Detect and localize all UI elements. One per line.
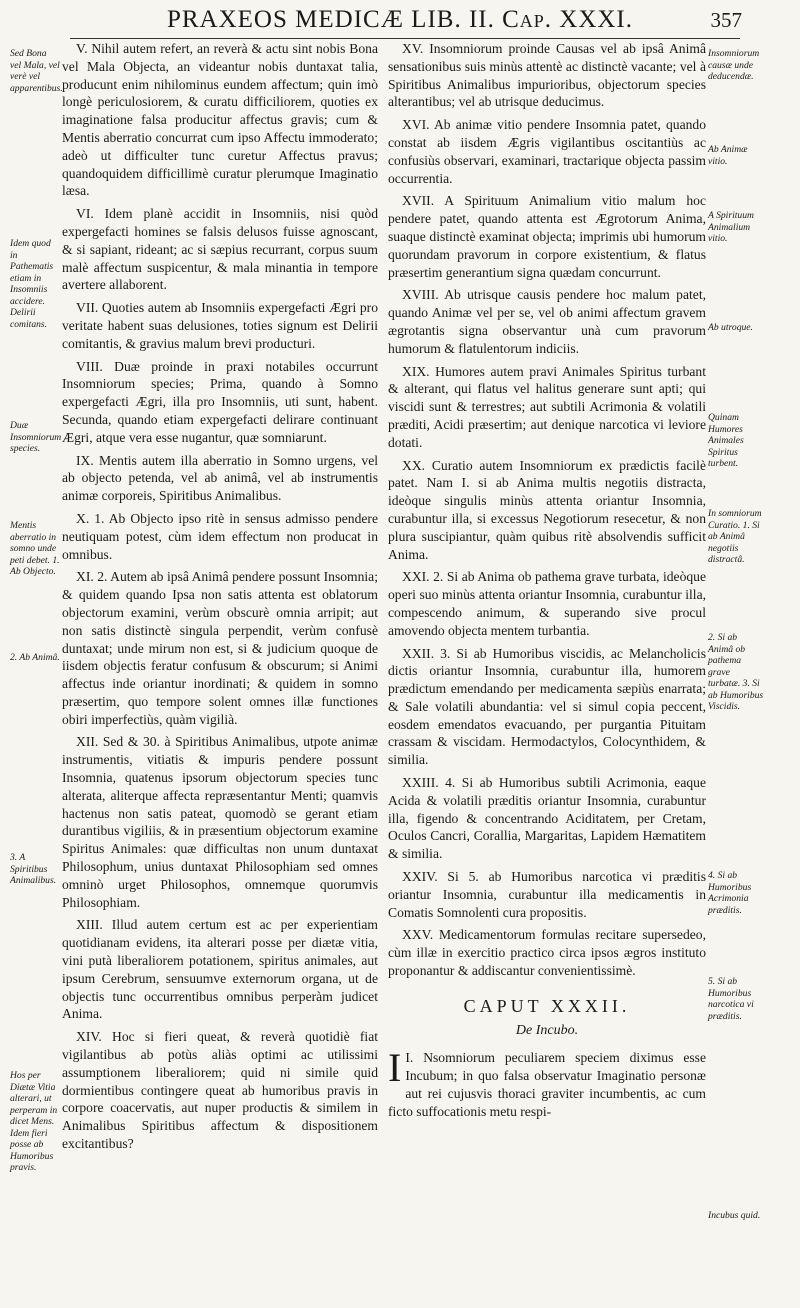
margin-note: Ab Animæ vitio. <box>708 144 748 167</box>
paragraph-text: Nsomniorum peculiarem speciem diximus esse Incubum; in quo falsa observatur Imaginatio personæ aut rei cujusvis thoraci graviter incumbentis, ac cum ficto suffocationis metu respi- <box>388 1050 706 1119</box>
paragraph: XXII. 3. Si ab Humoribus viscidis, ac Melancholicis dictis oriantur Insomnia, curabuntur illa, humorem prædictum emendando per medicamenta sæpiùs enarrata; & Sale volatili abundantia: vel si simul copia peccent, eosdem emendatos evacuando, per purgantia Pituitam crassam & viscidam. Hermodactylos, Colocynthidem, & similia. <box>388 645 706 768</box>
running-title: PRAXEOS MEDICÆ LIB. II. Cap. XXXI. <box>166 6 634 33</box>
margin-note: Sed Bona vel Mala, vel verè vel apparentibus. <box>10 48 63 94</box>
chapter-first-paragraph <box>388 1045 706 1120</box>
paragraph: XI. 2. Autem ab ipsâ Animâ pendere possunt Insomnia; & quidem quando Ipsa non satis attenta est oblatorum objectorum examini, verùm obscurè omnia arripit; aut non satis distinctè singula perpendit, verùm confusè duntaxat; unde mirum non est, si & judicium quoque de iisdem objectis feratur confusum & obscurum; si Animi affectus inde oriantur inordinati; & quidem in somno præsertim, quo tempore solent omnes illæ functiones obiri imperfectiùs, quàm vigilià. <box>62 569 378 727</box>
paragraph: VIII. Duæ proinde in praxi notabiles occurrunt Insomniorum species; Prima, quando à Somno expergefacti Ægri, illa pro Insomniis, uti sunt, habent. Secunda, quando etiam expergefacti delirare continuant Ægri, atque vera esse nugantur, quæ somniarunt. <box>62 358 378 445</box>
paragraph: XVIII. Ab utrisque causis pendere hoc malum patet, quando Animæ vel per se, vel ob animi affectum gravem ægrotantis signa observantur unà cum pravorum humorum & flatulentorum indiciis. <box>388 287 706 356</box>
margin-note: 2. Si ab Animâ ob pathema grave turbatæ. 3. Si ab Humoribus Viscidis. <box>708 632 764 712</box>
paragraph: XX. Curatio autem Insomniorum ex prædictis facilè patet. Nam I. si ab Anima multis negotiis distracta, ideòque singulis minùs attenta oriantur Insomnia, curabuntur illa, si excessus Negotiorum resecetur, & non plura suscipiantur, quàm quibus ritè absolvendis sufficit Anima. <box>388 457 706 562</box>
margin-note: Quinam Humores Animales Spiritus turbent. <box>708 412 744 469</box>
chapter-subtitle: De Incubo. <box>515 1022 579 1038</box>
paragraph-numeral: I. <box>405 1050 414 1066</box>
paragraph: XXI. 2. Si ab Anima ob pathema grave turbata, ideòque operi suo minùs attenta oriantur Insomnia, curabuntur illa, compescendo animum, & superando sive procul amovendo objecta mentem turbantia. <box>388 569 706 638</box>
paragraph: VI. Idem planè accidit in Insomniis, nisi quòd expergefacti homines se falsis delusos fuisse agnoscant, & si sapiant, rideant; ac si sæpius recurrant, corpus suum malè affectum suspicentur, & mala minantia in tempore avertere allaborent. <box>62 206 378 293</box>
paragraph: XV. Insomniorum proinde Causas vel ab ipsâ Animâ sensationibus suis minùs attentè ac distinctè vacante; vel à Spiritibus Animalibus impurioribus, objectorum species alterantibus; vel ab utrisque deducimus. <box>388 41 706 110</box>
paragraph: XVII. A Spirituum Animalium vitio malum hoc pendere patet, quando attenta est Ægrotorum Anima, suaque distinctè examinat objecta; imprimis ubi humorum quorundam pravorum in corpore existentium, & flatus præsertim generantium signa quædam concurrunt. <box>388 193 706 280</box>
paragraph: V. Nihil autem refert, an reverà & actu sint nobis Bona vel Mala Objecta, an videantur nobis duntaxat talia, producunt enim nihilominus eundem affectum; quin imò longè periculosiorem, & curatu difficiliorem, quoties ex imaginatione falsa producitur affectus gravis; cum & Mentis aberratio concurrat cum ipso Affectu immoderato; adeò ut difficulter tunc curetur Affectus pravus; quandoquidem difficillimè curatur plerumque Imaginatio læsa. <box>62 41 378 199</box>
paragraph: IX. Mentis autem illa aberratio in Somno urgens, vel ab objecto petenda, vel ab animâ, vel ab instrumentis animæ corporeis, Spiritibus Animalibus. <box>62 452 378 504</box>
drop-cap: I <box>388 1045 402 1091</box>
margin-note: 4. Si ab Humoribus Acrimonia præditis. <box>708 870 752 916</box>
paragraph: XXIII. 4. Si ab Humoribus subtili Acrimonia, eaque Acida & volatili præditis oriantur Insomnia, curabuntur illa, figendo & concentrando Aciditatem, per Cretam, Oculos Cancri, Corallia, Margaritas, Lapidem Hæmatitem & similia. <box>388 775 706 862</box>
paragraph: XIII. Illud autem certum est ac per experientiam quotidianam evidens, ita alterari posse per diætæ vitia, vini putà liberaliorem potationem, spiritus animales, aut ipsum Cerebrum, sensuumve externorum organa, ut de objectis tunc occurrentibus omnibus perperàm judicet Anima. <box>62 917 378 1022</box>
page-number: 357 <box>710 8 742 32</box>
margin-note: Hos per Diætæ Vitia alterari, ut perperam in dicet Mens. Idem fieri posse ab Humoribus pravis. <box>10 1070 58 1173</box>
margin-note: Duæ Insomniorum species. <box>10 420 62 454</box>
paragraph: XVI. Ab animæ vitio pendere Insomnia patet, quando constat ab iisdem Ægris vigilantibus oscitantiùs ac confusiùs observari, examinari, tractarique objecta passim occurrentia. <box>388 117 706 186</box>
paragraph: XIX. Humores autem pravi Animales Spiritus turbant & alterant, qui flatus vel halitus generare sunt apti; qui viscidi sunt & terrestres; aut subtili Acrimonia & volatili præditi, Acidi præsertim; aut denique narcotica vi leviore dotati. <box>388 363 706 450</box>
margin-note: Insomniorum causæ unde deducendæ. <box>708 48 760 82</box>
paragraph: VII. Quoties autem ab Insomniis expergefacti Ægri pro veritate habent suas delusiones, toties signum est Delirii comitantis, & gravius malum brevi producturi. <box>62 300 378 351</box>
paragraph: X. 1. Ab Objecto ipso ritè in sensus admisso pendere neutiquam potest, cùm idem effectum non producat in omnibus. <box>62 510 378 562</box>
page-header <box>0 6 800 40</box>
margin-note: A Spirituum Animalium vitio. <box>708 210 754 244</box>
chapter-title: CAPUT XXXII. <box>463 995 631 1016</box>
margin-note: Mentis aberratio in somno unde peti debet. 1. Ab Objecto. <box>10 520 60 577</box>
header-rule <box>70 38 740 39</box>
margin-note: Idem quod in Pathematis etiam in Insomniis accidere. Delirii comitans. <box>10 238 54 330</box>
margin-note: 2. Ab Animâ. <box>10 652 60 663</box>
margin-note: 3. A Spiritibus Animalibus. <box>10 852 57 886</box>
paragraph: XXV. Medicamentorum formulas recitare supersedeo, cùm illæ in exercitio practico circa ipsos ægros instituto proponantur & addiscantur convenientissimè. <box>388 927 706 979</box>
paragraph: XXIV. Si 5. ab Humoribus narcotica vi præditis oriantur Insomnia, curabuntur illa medicamentis in Comatis Somnolenti cura propositis. <box>388 869 706 920</box>
paragraph: XIV. Hoc si fieri queat, & reverà quotidiè fiat vigilantibus ab potùs aliàs optimi ac utilissimi assumptionem liberaliorem; quid ni simile quid dormientibus contingere queat ab humoribus pravis in corpore coacervatis, aut nuper productis & similem in Animalibus Spiritibus affectum & dispositionem excitantibus? <box>62 1029 378 1152</box>
right-column <box>388 40 706 1126</box>
paragraph: XII. Sed & 30. à Spiritibus Animalibus, utpote animæ instrumentis, vitiatis & impuris pendere possunt Insomnia, quatenus ipsorum objectorum species tunc alterata, aliterque affecta repræsentantur Menti; quamvis hactenus non satis pateat, quomodò se gerant etiam durantibus vigiliis, & in præsentium objectorum examine Spiritus Animales: quæ difficultas non unum duntaxat Philosophum, unius duntaxat Philosophiam sed omnes omninò urget Philosophos, omnemque quorumvis Philosophiam. <box>62 734 378 910</box>
left-column <box>62 40 378 1158</box>
margin-note: Ab utroque. <box>708 322 753 333</box>
margin-note: In somniorum Curatio. 1. Si ab Animâ negotiis distractâ. <box>708 508 762 565</box>
margin-note: Incubus quid. <box>708 1210 761 1221</box>
margin-note: 5. Si ab Humoribus narcotica vi præditis. <box>708 976 754 1022</box>
